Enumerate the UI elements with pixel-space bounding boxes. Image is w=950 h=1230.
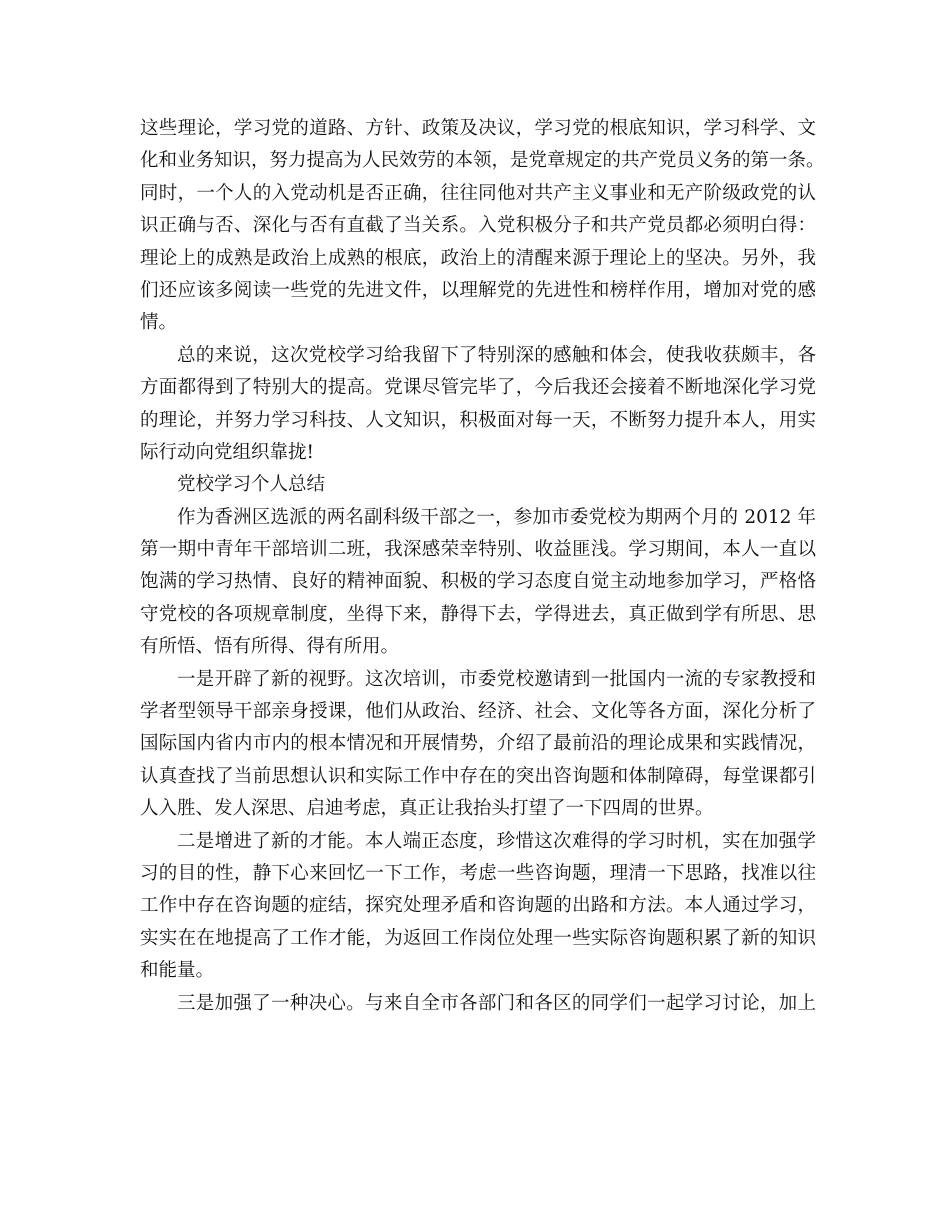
text-line: 国际国内省内市内的根本情况和开展情势，介绍了最前沿的理论成果和实践情况， (140, 733, 816, 755)
text-line: 实实在在地提高了工作才能，为返回工作岗位处理一些实际咨询题积累了新的知识 (140, 927, 816, 949)
text-line: 一是开辟了新的视野。这次培训，市委党校邀请到一批国内一流的专家教授和 (177, 668, 816, 690)
text-line: 党校学习个人总结 (177, 474, 326, 496)
text-line: 二是增进了新的才能。本人端正态度，珍惜这次难得的学习时机，实在加强学 (177, 830, 816, 852)
text-line: 守党校的各项规章制度，坐得下来，静得下去，学得进去，真正做到学有所思、思 (140, 603, 816, 625)
text-line: 工作中存在咨询题的症结，探究处理矛盾和咨询题的出路和方法。本人通过学习， (140, 895, 816, 917)
text-line: 情。 (140, 312, 178, 334)
document-body (140, 113, 825, 1020)
text-line: 识正确与否、深化与否有直截了当关系。入党积极分子和共产党员都必须明白得： (140, 215, 816, 237)
text-line: 总的来说，这次党校学习给我留下了特别深的感触和体会，使我收获颇丰，各 (177, 344, 816, 366)
text-line: 化和业务知识，努力提高为人民效劳的本领，是党章规定的共产党员义务的第一条。 (140, 150, 825, 172)
text-line: 三是加强了一种决心。与来自全市各部门和各区的同学们一起学习讨论，加上 (177, 992, 816, 1014)
text-line: 这些理论，学习党的道路、方针、政策及决议，学习党的根底知识，学习科学、文 (140, 118, 816, 139)
text-line: 饱满的学习热情、良好的精神面貌、积极的学习态度自觉主动地参加学习，严格恪 (140, 571, 816, 593)
text-line: 理论上的成熟是政治上成熟的根底，政治上的清醒来源于理论上的坚决。另外，我 (140, 247, 816, 269)
text-line: 的理论，并努力学习科技、人文知识，积极面对每一天，不断努力提升本人，用实 (140, 409, 816, 431)
text-line: 作为香洲区选派的两名副科级干部之一，参加市委党校为期两个月的 2012 年 (177, 506, 816, 528)
text-line: 第一期中青年干部培训二班，我深感荣幸特别、收益匪浅。学习期间，本人一直以 (140, 539, 816, 561)
text-line: 方面都得到了特别大的提高。党课尽管完毕了，今后我还会接着不断地深化学习党 (140, 377, 816, 399)
text-line: 同时，一个人的入党动机是否正确，往往同他对共产主义事业和无产阶级政党的认 (140, 182, 816, 204)
text-line: 际行动向党组织靠拢! (140, 441, 314, 463)
text-line: 认真查找了当前思想认识和实际工作中存在的突出咨询题和体制障碍，每堂课都引 (140, 765, 816, 787)
text-line: 人入胜、发人深思、启迪考虑，真正让我抬头打望了一下四周的世界。 (140, 798, 714, 820)
text-line: 习的目的性，静下心来回忆一下工作，考虑一些咨询题，理清一下思路，找准以往 (140, 862, 816, 884)
text-line: 和能量。 (140, 960, 215, 982)
text-line: 们还应该多阅读一些党的先进文件，以理解党的先进性和榜样作用，增加对党的感 (140, 279, 816, 301)
text-line: 学者型领导干部亲身授课，他们从政治、经济、社会、文化等各方面，深化分析了 (140, 701, 816, 723)
text-line: 有所悟、悟有所得、得有所用。 (140, 636, 400, 658)
